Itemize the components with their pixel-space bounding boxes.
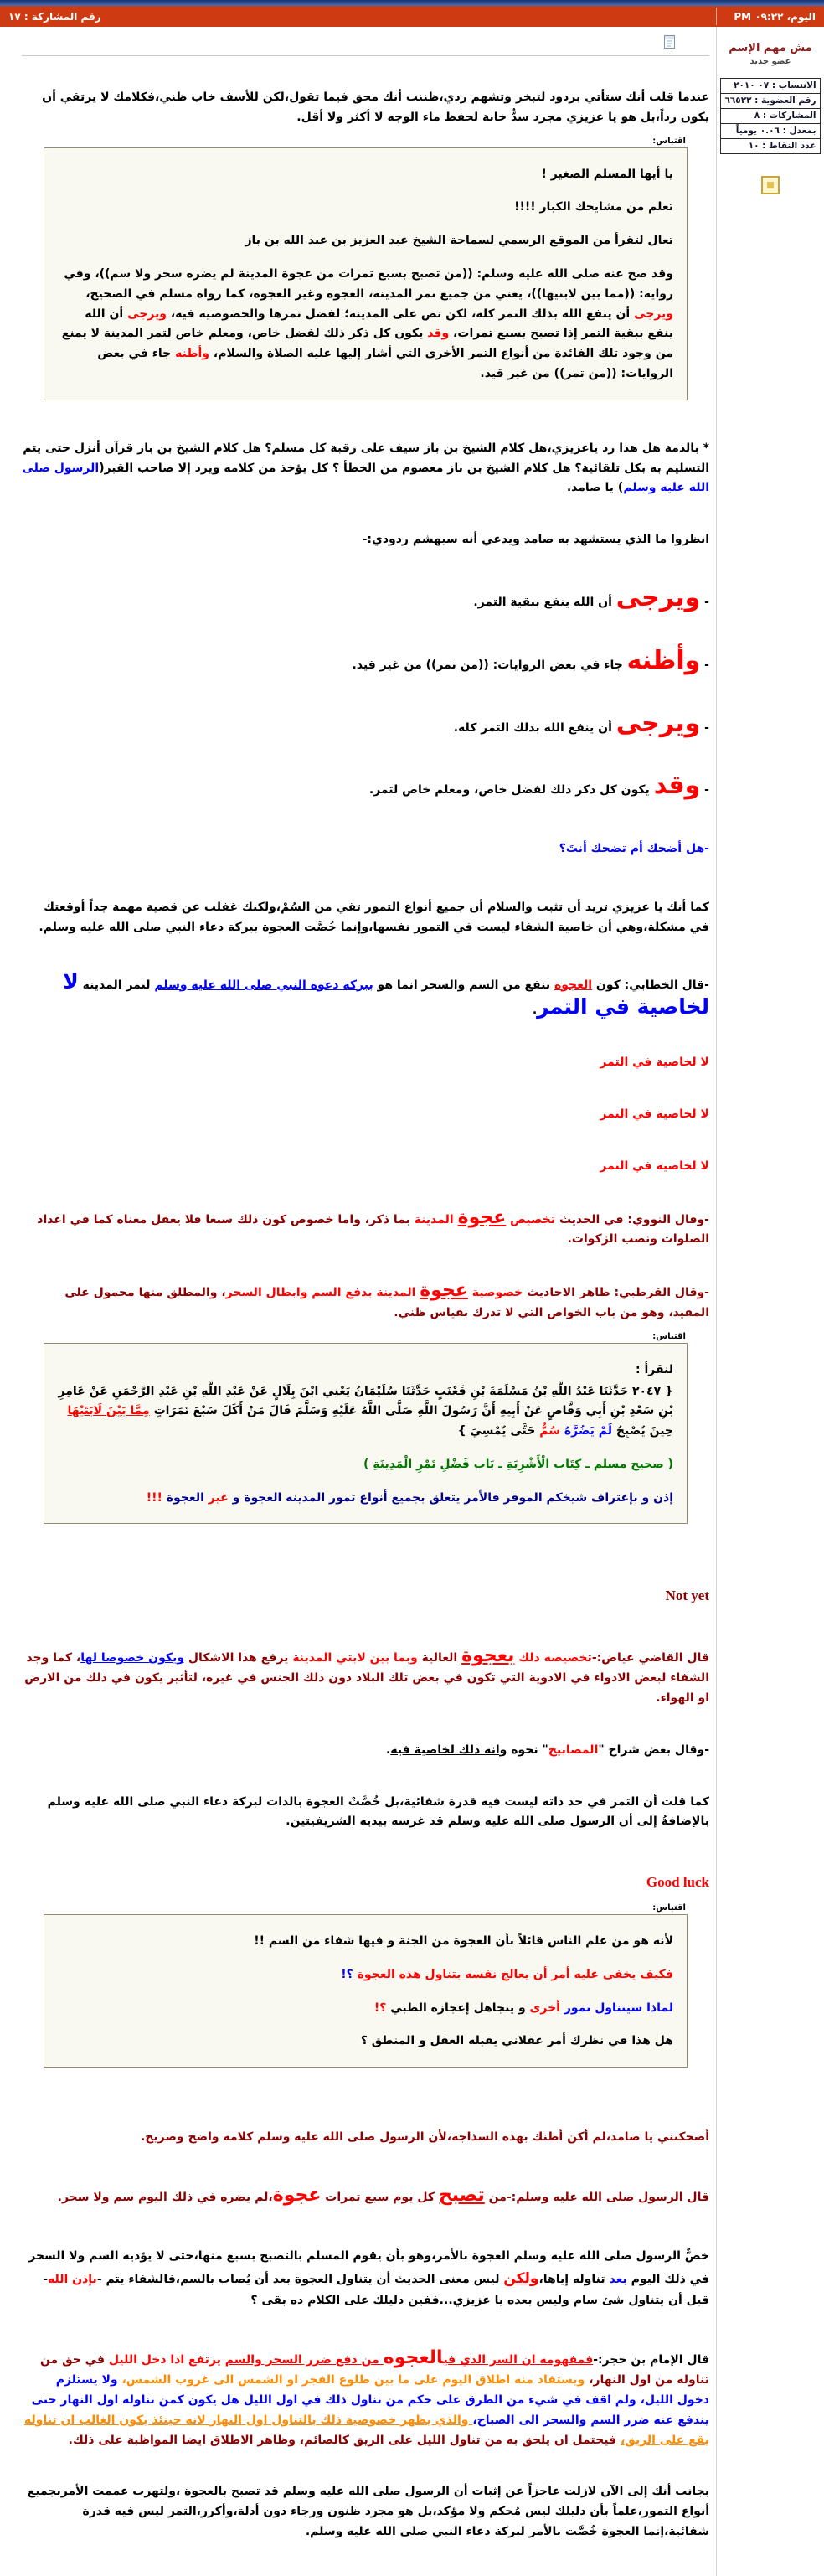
- post-paragraph: -وقال بعض شراح "المصابيح" نحوه وانه ذلك لخاصية فيه.: [385, 1742, 709, 1757]
- quote-line: لماذا سيتناول تمور أخرى و يتجاهل إعجازه الطبي ؟!: [373, 2000, 673, 2015]
- post-point: - ويرجى أن الله ينفع ببقية التمر.: [473, 582, 709, 612]
- post-paragraph: أضحكتني يا صامد،لم أكن أظنك بهذه السذاجة،لأن الرسول صلى الله عليه وسلم كلامه واضح وصريح.: [140, 2130, 709, 2145]
- quote-line: لنقرأ :: [635, 1362, 673, 1376]
- post-paragraph: عندما قلت أنك ستأتي بردود لتبخر وتشهم ردي،ظننت أنك محق فيما تقول،لكن للأسف خاب ظني،فكلامك لا يرتقي أن يكون رداً،بل هو يا عزيزي مجرد سدٌّ خانة لحفظ ماء الوجه لا أكثر ولا أقل.: [42, 90, 709, 124]
- quote-line: { ٢٠٤٧ حَدَّثَنَا عَبْدُ اللَّهِ بْنُ مَسْلَمَةَ بْنِ قَعْنَبٍ حَدَّثَنَا سُلَيْمَانُ يَعْنِي ابْنَ بِلَالٍ عَنْ عَبْدِ اللَّهِ بْنِ عَبْدِ الرَّحْمَنِ عَنْ عَامِرِ بْنِ سَعْدِ بْنِ أَبِي وَقَّاصٍ عَنْ أَبِيهِ أَنَّ رَسُولَ اللَّهِ صَلَّى اللَّهُ عَلَيْهِ وَسَلَّمَ قَالَ مَنْ أَكَلَ سَبْعَ تَمَرَاتٍ مِمَّا بَيْنَ لَابَتَيْهَا حِينَ يُصْبِحُ لَمْ يَضُرَّهُ سُمٌّ حَتَّى يُمْسِيَ }: [58, 1384, 673, 1438]
- post-paragraph: كما أنك يا عزيزي تريد أن تثبت والسلام أن جميع أنواع التمور تقي من السُمْ،ولكنك غفلت عن قضية مهمة جداً أوقعتك في مشكلة،وهي أن خاصية الشفاء ليست في التمور نفسها،وإنما خُصَّت العجوة ببركة دعاء النبي صلى الله عليه وسلم.: [39, 900, 709, 934]
- post-paragraph: -قال الخطابي: كون العجوة تنفع من السم والسحر انما هو ببركة دعوة النبي صلى الله عليه وسلم لتمر المدينة لا لخاصية في التمر.: [63, 968, 709, 1020]
- header-blue-strip: [0, 0, 824, 6]
- post-time: اليوم، ٠٩:٢٢ PM: [734, 10, 816, 23]
- table-row: [721, 124, 820, 139]
- quote-line: تعال لتقرأ من الموقع الرسمي لسماحة الشيخ عبد العزيز بن عبد الله بن باز: [245, 234, 673, 248]
- quote-line: تعلم من مشايخك الكبار !!!!: [514, 200, 673, 214]
- post-paragraph: لا لخاصية في التمر: [600, 1056, 709, 1070]
- user-title: عضو جديد: [749, 57, 791, 66]
- post-point: - ويرجى أن ينفع الله بذلك التمر كله.: [453, 708, 709, 738]
- table-row: [721, 94, 820, 109]
- post-icon: [664, 35, 676, 49]
- user-stats-table: [720, 78, 820, 154]
- post-point: - وقد يكون كل ذكر ذلك لفضل خاص، ومعلم خاص لتمر.: [368, 771, 709, 801]
- quote-line: ( صحيح مسلم ـ كِتَاب الْأَشْرِبَةِ ـ بَاب فَضْلِ تَمْرِ الْمَدِينَةِ ): [363, 1457, 673, 1471]
- post-paragraph: خصٌّ الرسول صلى الله عليه وسلم العجوة بالأمر،وهو بأن يقوم المسلم بالتصبح بسبع منها،حتى لا يؤذيه السم ولا السحر في ذلك اليوم بعد تناوله إياها،ولكن ليس معنى الحديث أن يتناول العجوة بعد أن يُصاب بالسم،فالشفاء يتم -بإذن الله- قبل أن يتناول شئ سام وليس بعده يا عزيزي...ففين دليلك على الكلام ده بقى ؟: [28, 2248, 709, 2307]
- stat-points: عدد النقاط : ١٠: [721, 139, 820, 154]
- quote-block-1: [44, 137, 688, 400]
- post-paragraph: لا لخاصية في التمر: [600, 1159, 709, 1173]
- quote-line: إذن و بإعتراف شيخكم الموقر فالأمر يتعلق بجميع أنواع تمور المدينه العجوة و غير العجوة !!!: [146, 1490, 673, 1505]
- stat-member-id: رقم العضوية : ٦٦٥٢٢: [721, 94, 820, 109]
- post-divider: [22, 55, 709, 56]
- post-header-bar: [0, 6, 824, 27]
- post-paragraph: كما قلت أن التمر في حد ذاته ليست فيه قدرة شفائية،بل خُصَّتْ العجوة بالذات لبركة دعاء النبي صلى الله عليه وسلم بالإضافةُ إلى أن الرسول صلى الله عليه وسلم قد غرسه بيديه الشريفيتين.: [47, 1794, 709, 1829]
- post-point: - وأظنه جاء في بعض الروايات: ((من تمر)) من غير قيد.: [352, 645, 709, 675]
- quote-block-2: [44, 1332, 688, 1525]
- post-paragraph: * بالذمة هل هذا رد ياعزيزي،هل كلام الشيخ بن باز سيف على رقبة كل مسلم؟ هل كلام الشيخ بن باز قرآن أنزل حتى يتم التسليم به بكل تلقائية؟ هل كلام الشيخ بن باز معصوم من الخطأ ؟ كل يؤخذ من كلامه ويرد إلا صاحب القبر(الرسول صلى الله عليه وسلم) يا صامد.: [22, 441, 709, 495]
- post-paragraph: -وقال النووي: في الحديث تخصيص عجوة المدينة بما ذكر، واما خصوص كون ذلك سبعا فلا يعقل معناه كما في اعداد الصلوات ونصب الزكوات.: [37, 1206, 709, 1247]
- post-paragraph: قال الرسول صلى الله عليه وسلم:-من تصبح كل يوم سبع تمرات عجوة،لم يضره في ذلك اليوم سم ولا سحر.: [57, 2185, 709, 2207]
- quote-box: [44, 1914, 688, 2068]
- quote-line: هل هذا في نظرك أمر عقلاني يقبله العقل و المنطق ؟: [360, 2034, 673, 2048]
- quote-line: وقد صح عنه صلى الله عليه وسلم: ((من تصبح بسبع تمرات من عجوة المدينة لم يضره سحر ولا سم))، وفي رواية: ((مما بين لابتيها))، يعني من جميع تمر المدينة، العجوة وغير العجوة، كما رواه مسلم في الصحيح، ويرجى أن ينفع الله بذلك التمر كله، لكن نص على المدينة؛ لفضل تمرها والخصوصية فيه، ويرجى أن الله ينفع ببقية التمر إذا تصبح بسبع تمرات، وقد يكون كل ذكر ذلك لفضل خاص، ومعلم خاص لتمر المدينة لا يمنع من وجود تلك الفائدة من أنواع التمر الأخرى التي أشار إليها عليه الصلاة والسلام، وأظنه جاء في بعض الروايات: ((من تمر)) من غير قيد.: [61, 266, 673, 380]
- post-paragraph: بجانب أنك إلى الآن لازلت عاجزاً عن إثبات أن الرسول صلى الله عليه وسلم قد تصبح بالعجوة ،ولتهرب عممت الأمربجميع أنواع التمور،علماً بأن دليلك ليس مُحكم ولا مؤكد،بل هو مجرد ظنون ورجاء دون أدلة،وأكرر،التمر ليس فيه قدرة شفائية،إنما العجوة خُصَّت بالأمر لبركة دعاء النبي صلى الله عليه وسلم.: [27, 2485, 709, 2538]
- post-paragraph: -وقال القرطبي: ظاهر الاحاديث خصوصية عجوة المدينة بدفع السم وابطال السحر، والمطلق منها محمول على المقيد، وهو من باب الخواص التي لا تدرك بقياس ظني.: [64, 1280, 709, 1319]
- quote-box: [44, 147, 688, 400]
- table-row: [721, 139, 820, 154]
- user-medal-icon: [761, 176, 780, 194]
- user-sidebar: [716, 27, 824, 2576]
- post-paragraph: انظروا ما الذي يستشهد به صامد ويدعي أنه سيهشم ردودي:-: [362, 533, 709, 547]
- post-paragraph: قال القاضي عياض:-تخصيصه ذلك بعجوة العالية وبما بين لابتي المدينة يرفع هذا الاشكال ويكون خصوصا لها، كما وجد الشفاء لبعض الادواء في الادوية التي تكون في بعض تلك البلاد دون ذلك الجنس في غيره، لتأثير يكون في ذلك من الارض او الهواء.: [24, 1645, 709, 1705]
- quote-block-3: [44, 1903, 688, 2068]
- table-row: [721, 79, 820, 94]
- quote-line: لأنه هو من علم الناس قائلاً بأن العجوة من الجنة و فيها شفاء من السم !!: [254, 1934, 673, 1949]
- post-row: [0, 27, 824, 2576]
- quote-box: [44, 1343, 688, 1525]
- post-paragraph: -هل أضحك أم تضحك أنتَ؟: [559, 842, 709, 856]
- quote-label: اقتباس:: [652, 136, 686, 146]
- username-link[interactable]: مش مهم الإسم: [729, 42, 812, 54]
- quote-label: اقتباس:: [652, 1903, 686, 1913]
- quote-line: يا أيها المسلم الصغير !: [541, 167, 673, 181]
- stat-posts: المشاركات : ٨: [721, 109, 820, 124]
- table-row: [721, 109, 820, 124]
- header-divider: [716, 8, 717, 25]
- quote-line: فكيف يخفى عليه أمر أن يعالج نفسه بتناول هذه العجوة ؟!: [341, 1967, 673, 1981]
- post-paragraph-english: Good luck: [646, 1874, 709, 1891]
- post-paragraph-english: Not yet: [665, 1587, 709, 1604]
- post-paragraph: لا لخاصية في التمر: [600, 1107, 709, 1121]
- post-number: رقم المشاركة : ١٧: [8, 10, 101, 23]
- quote-label: اقتباس:: [652, 1331, 686, 1341]
- stat-rate: بمعدل : ٠.٠٦ يومياً: [721, 124, 820, 139]
- post-body: [0, 27, 716, 2576]
- stat-join-date: الانتساب : ٠٧ ٢٠١٠: [721, 79, 820, 94]
- post-paragraph: قال الإمام بن حجر:-فمفهومه ان السر الذي فيالعجوه من دفع ضرر السحر والسم يرتفع اذا دخل الليل في حق من تناوله من اول النهار، ويستفاد منه اطلاق اليوم على ما بين طلوع الفجر او الشمس الى غروب الشمس، ولا يستلزم دخول الليل، ولم اقف في شيء من الطرق على حكم من تناول ذلك في اول الليل هل يكون كمن تناوله اول النهار حتى يندفع عنه ضرر السم والسحر الى الصباح، والذي يظهر خصوصية ذلك بالتناول اول النهار لانه حينئذ يكون الغالب ان تناوله يقع على الريق، فيحتمل ان يلحق به من تناول الليل على الريق كالصائم، وظاهر الاطلاق ايضا المواظبة على ذلك.: [23, 2347, 709, 2447]
